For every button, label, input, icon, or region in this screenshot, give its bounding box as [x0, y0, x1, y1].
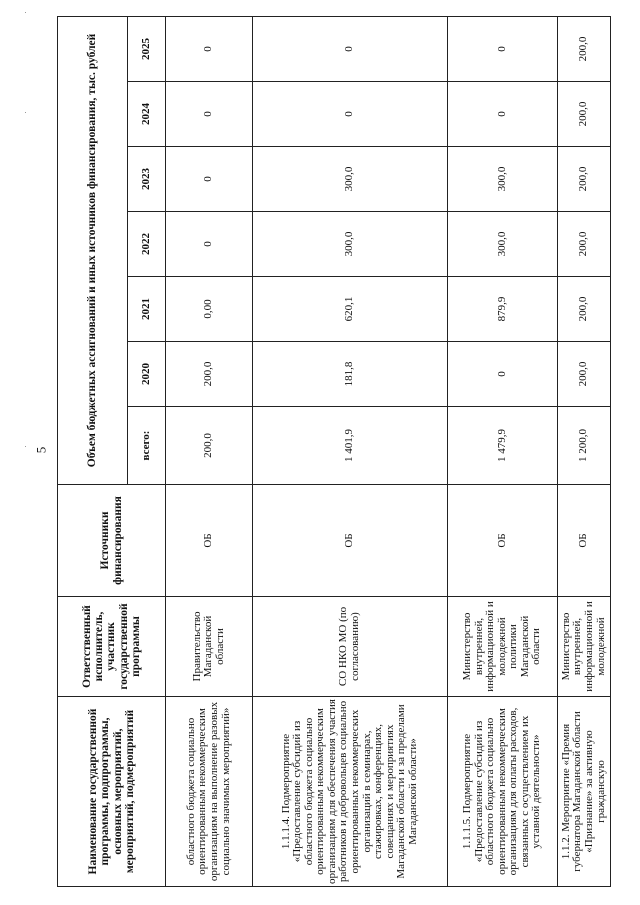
row-value: 200,0	[558, 212, 611, 277]
row-value: 200,0	[166, 342, 253, 407]
row-total: 1 401,9	[253, 407, 448, 485]
header-volume: Объем бюджетных ассигнований и иных источников финансирования, тыс. рублей	[58, 16, 128, 484]
table-row	[448, 16, 558, 886]
page-number: 5	[33, 446, 49, 454]
rotated-budget-table	[57, 17, 607, 887]
row-value: 200,0	[558, 147, 611, 212]
row-value: 0	[166, 16, 253, 81]
table-header-row	[58, 16, 128, 886]
header-year: 2021	[128, 277, 166, 342]
table-row	[253, 16, 448, 886]
row-value: 300,0	[253, 212, 448, 277]
header-year: 2025	[128, 16, 166, 81]
row-value: 300,0	[448, 147, 558, 212]
row-value: 300,0	[253, 147, 448, 212]
budget-table	[57, 16, 611, 887]
row-source: ОБ	[253, 485, 448, 597]
table-row	[558, 16, 611, 886]
row-value: 0	[448, 82, 558, 147]
row-value: 200,0	[558, 342, 611, 407]
row-value: 0	[166, 82, 253, 147]
row-source: ОБ	[448, 485, 558, 597]
row-value: 200,0	[558, 277, 611, 342]
table-row	[166, 16, 253, 886]
row-value: 0	[166, 147, 253, 212]
row-value: 200,0	[558, 16, 611, 81]
row-name: 1.1.1.4. Подмероприятие «Предоставление субсидий из областного бюджета социально ориентированным некоммерческим организациям для обеспечения участия работников и добровольцев социально ориентированных некоммерческих организаций в семинарах, стажировках, конференциях, совещаниях и мероприятиях Магаданской области и за пределами Магаданской области»	[253, 697, 448, 887]
row-total: 1 200,0	[558, 407, 611, 485]
row-value: 0	[253, 16, 448, 81]
row-value: 0	[448, 16, 558, 81]
row-value: 620,1	[253, 277, 448, 342]
row-value: 300,0	[448, 212, 558, 277]
row-source: ОБ	[166, 485, 253, 597]
row-name: 1.1.2. Мероприятие «Премия губернатора Магаданской области «Признание» за активную гражданскую	[558, 697, 611, 887]
header-source: Источники финансирования	[58, 485, 166, 597]
row-executor: Правительство Магаданской области	[166, 597, 253, 697]
row-source: ОБ	[558, 485, 611, 597]
row-value: 0,00	[166, 277, 253, 342]
row-name: 1.1.1.5. Подмероприятие «Предоставление субсидий из областного бюджета социально ориентированным некоммерческим организациям для оплаты расходов, связанных с осуществлением их уставной деятельности»	[448, 697, 558, 887]
row-value: 0	[253, 82, 448, 147]
header-year: 2022	[128, 212, 166, 277]
row-executor: СО НКО МО (по согласованию)	[253, 597, 448, 697]
row-value: 181,8	[253, 342, 448, 407]
header-year: 2024	[128, 82, 166, 147]
row-name: областного бюджета социально ориентированным некоммерческим организациям на выполнение разовых социально значимых мероприятий»	[166, 697, 253, 887]
row-value: 200,0	[558, 82, 611, 147]
scan-speck	[25, 12, 26, 13]
header-year: 2023	[128, 147, 166, 212]
row-value: 0	[166, 212, 253, 277]
header-year: 2020	[128, 342, 166, 407]
header-total: всего:	[128, 407, 166, 485]
row-total: 200,0	[166, 407, 253, 485]
scan-speck	[25, 112, 26, 113]
header-executor: Ответственный исполнитель, участник государственной программы	[58, 597, 166, 697]
row-value: 879,9	[448, 277, 558, 342]
scan-speck	[25, 446, 26, 447]
row-value: 0	[448, 342, 558, 407]
row-executor: Министерство внутренней, информационной и молодежной политики Магаданской области	[448, 597, 558, 697]
row-executor: Министерство внутренней, информационной и молодежной	[558, 597, 611, 697]
row-total: 1 479,9	[448, 407, 558, 485]
header-name: Наименование государственной программы, подпрограммы, основных мероприятий, мероприятий, подмероприятий	[58, 697, 166, 887]
